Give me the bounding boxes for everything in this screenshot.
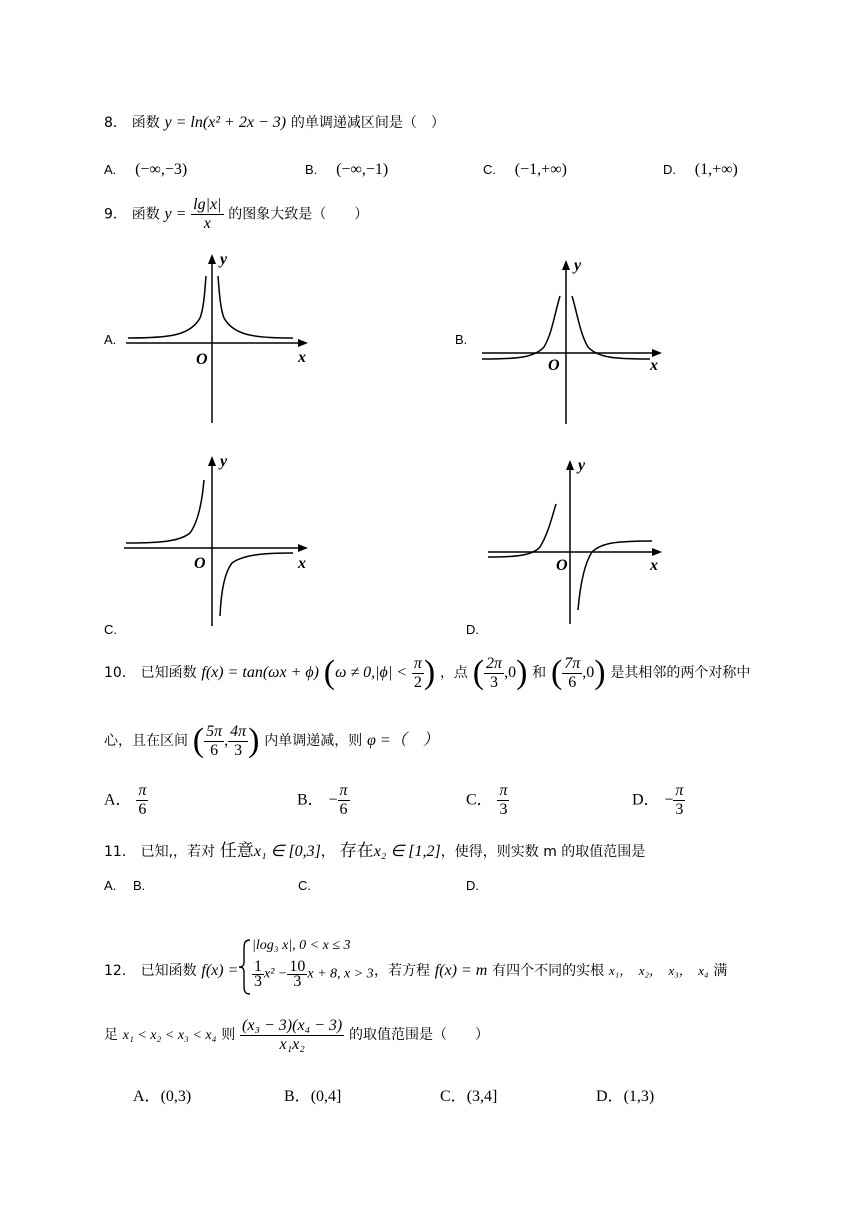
q10-option-d: D． − $\frac{\pi}{3}$: [632, 782, 684, 818]
q10-option-a: A． $\frac{\pi}{6}$: [104, 782, 147, 818]
q9-graph-c: [118, 448, 318, 628]
q9-graph-d-label: D.: [466, 622, 479, 637]
q8-option-b: B. (−∞,−1): [305, 161, 389, 178]
q9-graph-d-origin: O: [556, 557, 568, 574]
q9-graph-a: [118, 248, 318, 428]
q12-case-1: |log₃ x|, 0 < x ≤ 3: [252, 938, 351, 953]
q8-option-c: C. (−1,+∞): [483, 161, 567, 178]
q9-number: 9．: [104, 206, 127, 223]
q9-graph-a-x-label: x: [298, 349, 306, 366]
q12-number: 12．: [104, 963, 136, 979]
q9-graph-b: [476, 252, 676, 428]
q9-graph-c-y-label: y: [220, 453, 228, 470]
q10-stem-line-1: 10． 已知函数 f(x) = tan(ωx + ϕ) (ω ≠ 0,|ϕ| < $\frac{\pi}{2}$ ) ，点 ( $\frac{2\pi}{3}$ ,0) 和 ( $\frac{7\pi}{6}$ ,0) 是其相邻的两个对称中: [104, 654, 751, 691]
q12-stem-line-1b: ，若方程 f(x) = m 有四个不同的实根 x₁， x₂， x₃， x₄ 满: [374, 962, 728, 979]
q9-graph-d-x-label: x: [650, 557, 658, 574]
q12-expression: $\frac{\text{(x₃ − 3)(x₄ − 3)}}{\text{x₁x₂}}$: [242, 1016, 343, 1053]
q9-graph-d: [484, 452, 674, 632]
q9-graph-a-y-label: y: [220, 251, 228, 268]
q10-option-b: B． − $\frac{\pi}{6}$: [297, 782, 348, 818]
q12-option-d: D．(1,3): [596, 1088, 655, 1105]
q12-case-2: $\frac{1}{3}$ x² − $\frac{10}{3}$ x + 8, x > 3: [254, 958, 374, 990]
q10-stem-line-2: 心，且在区间 ( $\frac{5\pi}{6}$ , $\frac{4\pi}{3}$ ) 内单调递减，则 φ =（ ）: [104, 722, 439, 759]
q12-option-a: A．(0,3): [133, 1088, 192, 1105]
q9-graph-b-y-label: y: [574, 257, 582, 274]
q8-option-d: D. (1,+∞): [663, 161, 738, 178]
q12-option-c: C．(3,4]: [440, 1088, 498, 1105]
q8-number: 8．: [104, 115, 127, 131]
q9-graph-a-origin: O: [196, 351, 208, 368]
q12-brace: [238, 938, 252, 996]
q11-option-b: B.: [133, 878, 146, 893]
q8-option-a: A. (−∞,−3): [104, 161, 188, 178]
q9-stem: 9． 函数 y = $\frac{\lg|x|}{x}$ 的图象大致是（ ）: [104, 196, 369, 232]
q12-option-b: B．(0,4]: [284, 1088, 342, 1105]
q11-option-a: A.: [104, 878, 117, 893]
q8-stem: 8． 函数 y = ln(x² + 2x − 3) 的单调递减区间是（ ）: [104, 114, 445, 131]
q9-graph-b-x-label: x: [650, 357, 658, 374]
q9-formula-fraction: $\frac{\lg|x|}{x}$: [193, 196, 222, 232]
q11-stem: 11． 已知,，若对 任意x₁ ∈ [0,3]， 存在x₂ ∈ [1,2]，使得，则实数 m 的取值范围是: [104, 841, 646, 861]
q11-option-d: D.: [466, 878, 479, 893]
q9-graph-b-label: B.: [455, 332, 468, 347]
q12-stem-line-1: 12． 已知函数 f(x) =: [104, 962, 239, 979]
q9-graph-c-label: C.: [104, 622, 117, 637]
q11-option-c: C.: [298, 878, 311, 893]
q11-number: 11．: [104, 844, 136, 860]
q8-formula: y = ln(x² + 2x − 3): [164, 114, 287, 131]
q9-graph-a-label: A.: [104, 332, 117, 347]
q10-number: 10．: [104, 665, 136, 681]
q9-graph-c-x-label: x: [298, 555, 306, 572]
q12-stem-line-2: 足 x₁ < x₂ < x₃ < x₄ 则 $\frac{\text{(x₃ − 3)(x₄ − 3)}}{\text{x₁x₂}}$ 的取值范围是（ ）: [104, 1016, 490, 1053]
q9-graph-b-origin: O: [548, 357, 560, 374]
q9-graph-d-y-label: y: [578, 457, 586, 474]
q9-graph-c-origin: O: [194, 555, 206, 572]
q10-option-c: C． $\frac{\pi}{3}$: [466, 782, 508, 818]
